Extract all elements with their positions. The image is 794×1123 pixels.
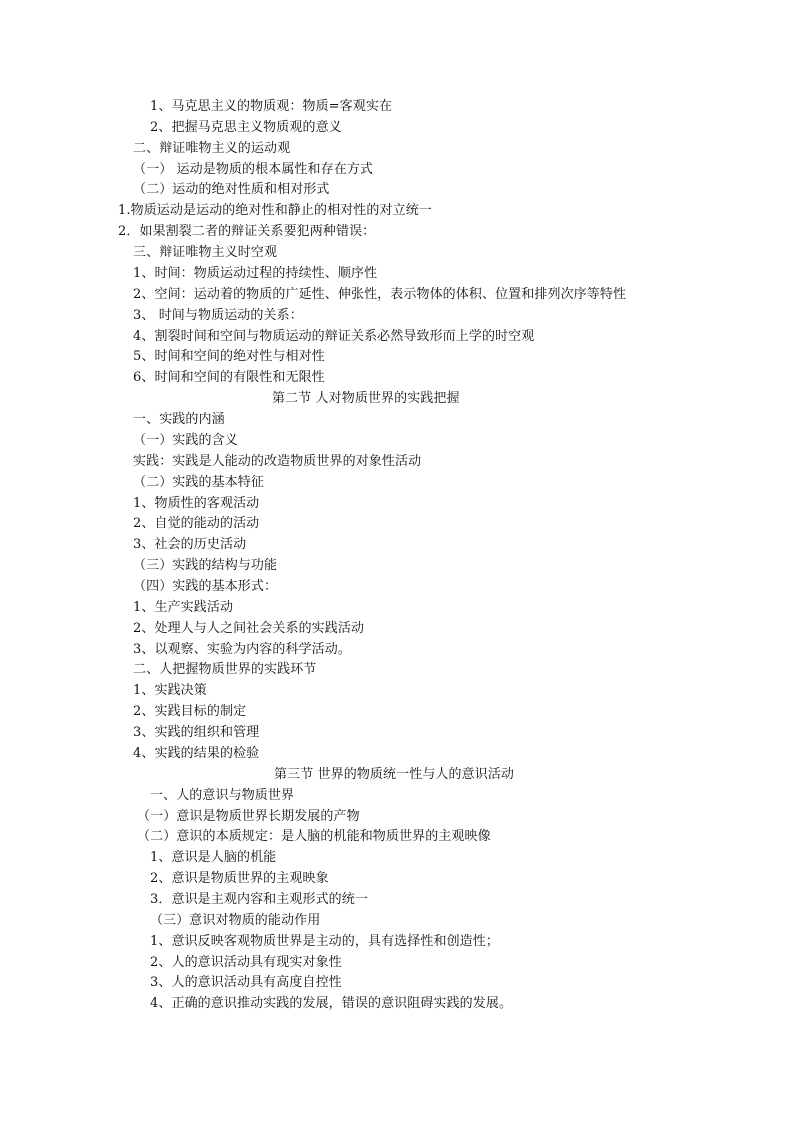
list-item-practice-promotion: 4、正确的意识推动实践的发展，错误的意识阻碍实践的发展。 xyxy=(150,996,513,1011)
chapter-heading-section-2: 第二节 人对物质世界的实践把握 xyxy=(272,391,460,406)
list-item-real-object: 2、人的意识活动具有现实对象性 xyxy=(150,955,342,970)
subheading-consciousness-agency: （三）意识对物质的能动作用 xyxy=(150,913,321,928)
list-item-materialism-meaning: 2、把握马克思主义物质观的意义 xyxy=(150,120,342,135)
list-item-motion-unity: 1.物质运动是运动的绝对性和静止的相对性的对立统一 xyxy=(118,203,432,218)
list-item-space: 2、空间：运动着的物质的广延性、伸张性，表示物体的体积、位置和排列次序等特性 xyxy=(133,287,627,302)
section-heading-motion: 二、辩证唯物主义的运动观 xyxy=(133,141,291,156)
list-item-time: 1、时间：物质运动过程的持续性、顺序性 xyxy=(133,266,378,281)
subheading-practice-forms: （四）实践的基本形式： xyxy=(133,579,278,594)
section-heading-practice-stages: 二、人把握物质世界的实践环节 xyxy=(133,662,317,677)
list-item-materialism-view: 1、马克思主义的物质观：物质=客观实在 xyxy=(150,99,393,114)
list-item-metaphysical-view: 4、割裂时间和空间与物质运动的辩证关系必然导致形而上学的时空观 xyxy=(133,329,535,344)
definition-practice: 实践：实践是人能动的改造物质世界的对象性活动 xyxy=(133,454,422,469)
list-item-production: 1、生产实践活动 xyxy=(133,600,234,615)
chapter-heading-section-3: 第三节 世界的物质统一性与人的意识活动 xyxy=(274,767,515,782)
section-heading-consciousness: 一、人的意识与物质世界 xyxy=(150,788,295,803)
list-item-goal-setting: 2、实践目标的制定 xyxy=(133,704,247,719)
list-item-absolute-relative: 5、时间和空间的绝对性与相对性 xyxy=(133,349,325,364)
list-item-social-relations: 2、处理人与人之间社会关系的实践活动 xyxy=(133,621,365,636)
list-item-spacetime-motion: 3、 时间与物质运动的关系： xyxy=(133,308,303,323)
list-item-organization: 3、实践的组织和管理 xyxy=(133,725,260,740)
list-item-finite-infinite: 6、时间和空间的有限性和无限性 xyxy=(133,370,325,385)
list-item-content-form-unity: 3．意识是主观内容和主观形式的统一 xyxy=(150,892,368,907)
list-item-subjective-image: 2、意识是物质世界的主观映象 xyxy=(150,871,329,886)
subheading-consciousness-essence: （二）意识的本质规定：是人脑的机能和物质世界的主观映像 xyxy=(137,829,491,844)
list-item-decision: 1、实践决策 xyxy=(133,683,207,698)
list-item-material-activity: 1、物质性的客观活动 xyxy=(133,496,260,511)
subheading-motion-attribute: （一） 运动是物质的根本属性和存在方式 xyxy=(133,162,374,177)
section-heading-practice: 一、实践的内涵 xyxy=(133,412,225,427)
list-item-conscious-activity: 2、自觉的能动的活动 xyxy=(133,516,260,531)
subheading-practice-meaning: （一）实践的含义 xyxy=(133,433,238,448)
list-item-active-reflection: 1、意识反映客观物质世界是主动的，具有选择性和创造性； xyxy=(150,934,499,949)
list-item-brain-function: 1、意识是人脑的机能 xyxy=(150,850,277,865)
list-item-social-activity: 3、社会的历史活动 xyxy=(133,537,247,552)
subheading-motion-absolute: （二）运动的绝对性质和相对形式 xyxy=(133,182,330,197)
list-item-self-control: 3、人的意识活动具有高度自控性 xyxy=(150,975,342,990)
list-item-science: 3、以观察、实验为内容的科学活动。 xyxy=(133,642,351,657)
subheading-consciousness-origin: （一）意识是物质世界长期发展的产物 xyxy=(137,809,360,824)
subheading-practice-features: （二）实践的基本特征 xyxy=(133,475,265,490)
list-item-verification: 4、实践的结果的检验 xyxy=(133,746,260,761)
section-heading-spacetime: 三、辩证唯物主义时空观 xyxy=(133,245,278,260)
list-item-two-errors: 2．如果割裂二者的辩证关系要犯两种错误： xyxy=(118,224,376,239)
subheading-practice-structure: （三）实践的结构与功能 xyxy=(133,558,278,573)
